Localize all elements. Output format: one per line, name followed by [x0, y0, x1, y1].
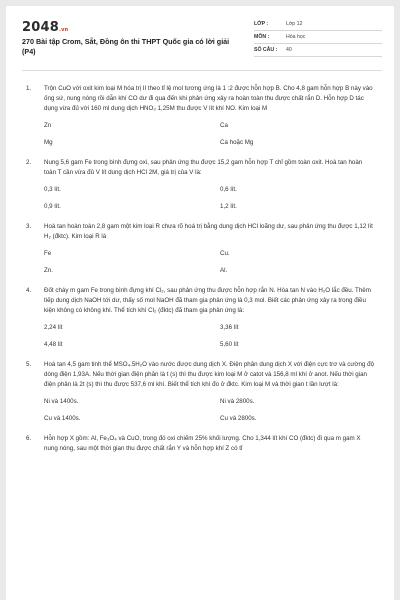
answer-option[interactable]: Ca hoặc Mg [220, 139, 254, 146]
question-text: Hỗn hợp X gồm: Al, Fe₃O₄ và CuO, trong đó oxi chiếm 25% khối lượng. Cho 1,344 lít khí CO (đktc) đi qua m gam X nung nóng, sau một thời gian thu được chất rắn Y và hỗn hợp khí Z có tỉ [44, 435, 361, 452]
question-item [24, 158, 374, 212]
answer-option[interactable]: Fe [44, 250, 52, 257]
answer-option[interactable]: Ni và 1400s. [44, 398, 79, 405]
meta-row-subject [254, 31, 382, 44]
answer-options [24, 184, 374, 212]
answer-options [24, 120, 374, 148]
meta-row-count [254, 44, 382, 57]
meta-info [254, 18, 382, 57]
page-title: 270 Bài tập Crom, Sắt, Đồng ôn thi THPT Quốc gia có lời giải (P4) [22, 37, 230, 56]
question-item [24, 84, 374, 148]
question-text: Hoà tan 4,5 gam tinh thể MSO₄.5H₂O vào nước được dung dịch X. Điện phân dung dịch X với điện cực trơ và cường độ dòng điện 1,93A. Nếu thời gian điện phân là t (s) thì thu được kim loại M ở catot và 156,8 ml khí ở anot. Nếu thời gian điện phân là 2t (s) thì thu được 537,6 ml khí. Biết thể tích khí đo ở đktc. Kim loại M và thời gian t lần lượt là: [44, 361, 375, 388]
logo-suffix: .vn [58, 27, 69, 33]
answer-option[interactable]: Zn [44, 122, 52, 129]
logo-text: 2048 [22, 20, 59, 35]
answer-options [24, 248, 374, 276]
answer-option[interactable]: Cu. [220, 250, 230, 257]
answer-options [24, 396, 374, 424]
answer-option[interactable]: 1,2 lít. [220, 203, 237, 210]
meta-value: 40 [286, 47, 292, 53]
answer-option[interactable]: 0,6 lít. [220, 186, 237, 193]
answer-option[interactable]: Cu và 2800s. [220, 415, 257, 422]
question-number: 2. [26, 159, 32, 166]
answer-option[interactable]: 2,24 lít [44, 324, 63, 331]
document-page [6, 6, 394, 600]
answer-options [24, 322, 374, 350]
meta-value: Lớp 12 [286, 21, 303, 27]
question-text: Trộn CuO với oxit kim loại M hóa trị II theo tỉ lệ mol tương ứng là 1 :2 được hỗn hợp B. Cho 4,8 gam hỗn hợp B này vào ống sứ, nung nóng rồi dẫn khí CO dư đi qua đến khi phản ứng xảy ra hoàn toàn thu được chất rắn D. Hỗn hợp D tác dụng vừa đủ với 160 ml dung dịch HNO₃ 1,25M thu được V lít khí NO. Kim loại M [44, 85, 373, 112]
question-number: 3. [26, 223, 32, 230]
question-item [24, 360, 374, 424]
answer-option[interactable]: Al. [220, 267, 228, 274]
answer-option[interactable]: 4,48 lít [44, 341, 63, 348]
answer-option[interactable]: 5,60 lít [220, 341, 239, 348]
question-number: 4. [26, 287, 32, 294]
answer-option[interactable]: Cu và 1400s. [44, 415, 81, 422]
document-header [6, 6, 394, 66]
question-item [24, 434, 374, 454]
answer-option[interactable]: Zn. [44, 267, 53, 274]
answer-option[interactable]: 0,9 lít. [44, 203, 61, 210]
question-text: Nung 5,6 gam Fe trong bình đựng oxi, sau phản ứng thu được 15,2 gam hỗn hợp T chỉ gồm toàn oxit. Hoà tan hoàn toàn T cần vừa đủ V lít dung dịch HCl 2M, giá trị của V là: [44, 159, 363, 176]
answer-option[interactable]: Ni và 2800s. [220, 398, 255, 405]
question-number: 1. [26, 85, 32, 92]
site-logo[interactable] [22, 20, 68, 35]
answer-option[interactable]: Mg [44, 139, 53, 146]
question-item [24, 286, 374, 350]
answer-option[interactable]: 0,3 lít. [44, 186, 61, 193]
question-number: 6. [26, 435, 32, 442]
meta-label: MÔN : [254, 34, 270, 40]
answer-option[interactable]: Ca [220, 122, 228, 129]
meta-row-class [254, 18, 382, 31]
question-item [24, 222, 374, 276]
meta-label: LỚP : [254, 21, 269, 27]
question-list [24, 84, 374, 464]
meta-value: Hóa học [286, 34, 306, 40]
question-text: Đốt cháy m gam Fe trong bình đựng khí Cl₂, sau phản ứng thu được hỗn hợp rắn N. Hòa tan N vào H₂O lắc đều. Thêm tiếp dung dịch NaOH tới dư, thấy số mol NaOH đã tham gia phản ứng là 0,3 mol. Biết các phản ứng xảy ra trong điều kiện không có không khí. Thể tích khí Cl₂ (đktc) đã tham gia phản ứng là: [44, 287, 371, 314]
meta-label: SỐ CÂU : [254, 47, 278, 53]
question-text: Hoà tan hoàn toàn 2,8 gam một kim loại R chưa rõ hoá trị bằng dung dịch HCl loãng dư, sau phản ứng thu được 1,12 lít H₂ (đktc). Kim loại R là [44, 223, 373, 240]
header-divider [22, 70, 382, 71]
answer-option[interactable]: 3,36 lít [220, 324, 239, 331]
question-number: 5. [26, 361, 32, 368]
